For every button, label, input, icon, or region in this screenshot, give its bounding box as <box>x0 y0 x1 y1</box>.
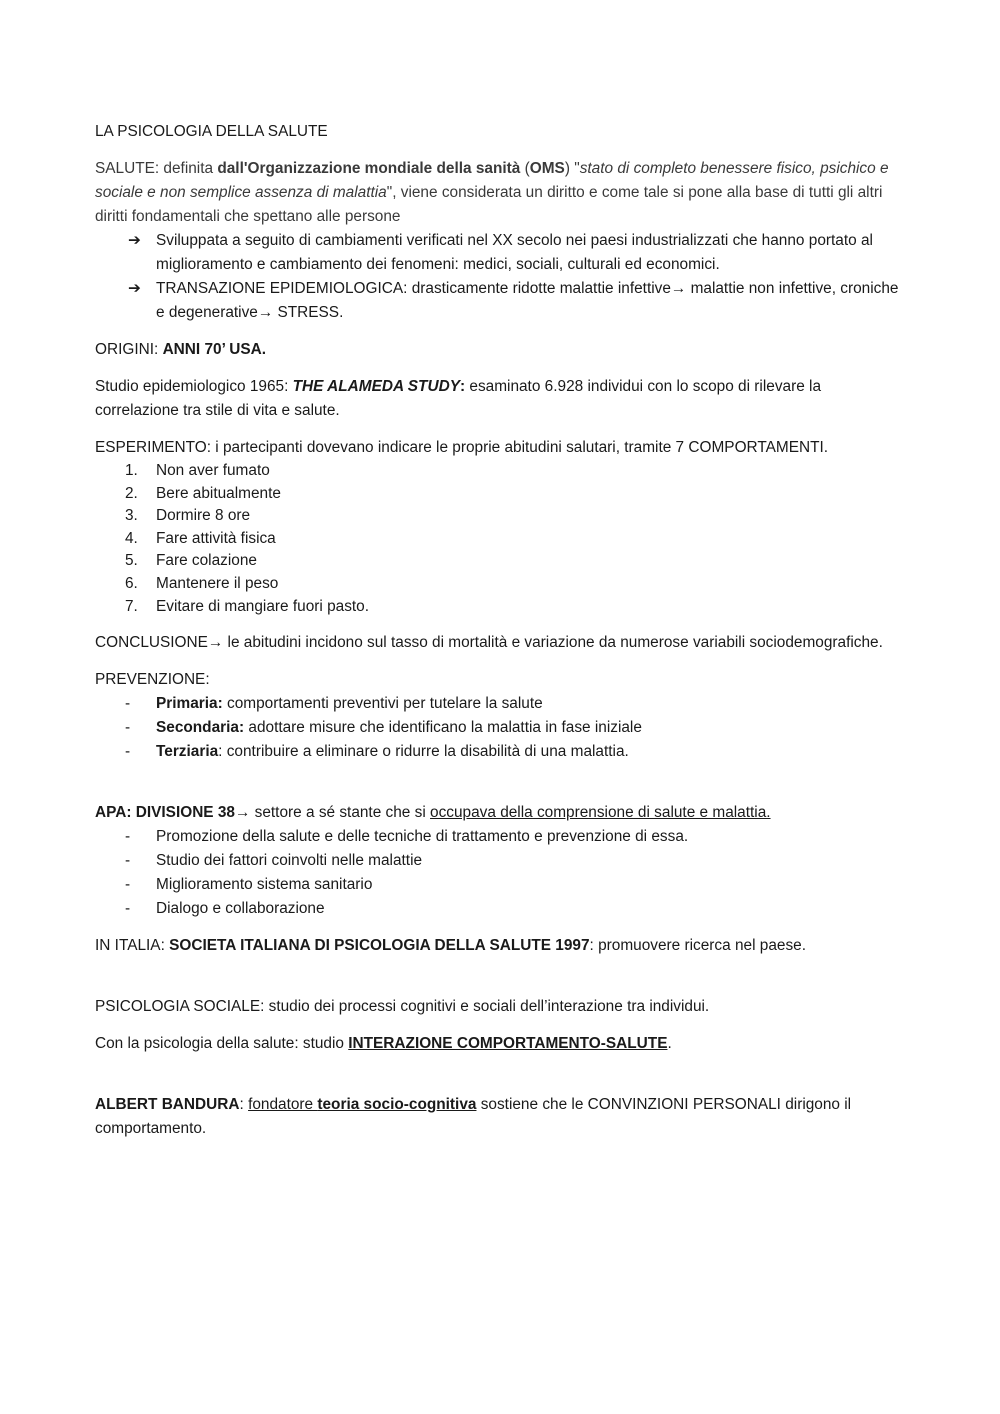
bandura-paragraph: ALBERT BANDURA: fondatore teoria socio-cognitiva sostiene che le CONVINZIONI PERSONALI dirigono il comportamento. <box>95 1096 852 1138</box>
arrow-list <box>95 229 905 325</box>
arrow-icon: → <box>257 304 274 321</box>
list-item: - Primaria: comportamenti preventivi per tutelare la salute <box>125 695 543 713</box>
document-body <box>95 120 905 1141</box>
list-item: 5. Fare colazione <box>125 552 257 570</box>
arrow-bullet-icon: ➔ <box>128 280 141 297</box>
list-item: 6. Mantenere il peso <box>125 574 279 592</box>
comportamenti-list <box>95 460 905 618</box>
arrow-icon: → <box>670 280 687 297</box>
list-item: 1. Non aver fumato <box>125 462 270 479</box>
studio-paragraph: Studio epidemiologico 1965: THE ALAMEDA STUDY: esaminato 6.928 individui con lo scopo di rilevare la correlazione tra stile di vita e salute. <box>95 378 822 419</box>
prevenzione-list <box>95 692 905 764</box>
arrow-icon: → <box>207 634 224 652</box>
psicologia-sociale-paragraph: PSICOLOGIA SOCIALE: studio dei processi cognitivi e sociali dell’interazione tra individui. <box>95 998 710 1016</box>
list-item: 4. Fare attività fisica <box>125 529 276 547</box>
italia-paragraph: IN ITALIA: SOCIETA ITALIANA DI PSICOLOGIA DELLA SALUTE 1997: promuovere ricerca nel paese. <box>95 937 806 955</box>
oms-definition-quote: stato di completo benessere fisico, psichico e sociale e non semplice assenza di malattia <box>95 160 889 201</box>
salute-paragraph: SALUTE: definita dall'Organizzazione mondiale della sanità (OMS) "stato di completo benessere fisico, psichico e sociale e non semplice assenza di malattia", viene considerata un diritto e come tale si pone alla base di tutti gli altri diritti fondamentali che spettano alle persone <box>95 160 889 225</box>
document-title: LA PSICOLOGIA DELLA SALUTE <box>95 123 328 140</box>
list-item: 7. Evitare di mangiare fuori pasto. <box>125 597 370 615</box>
list-item: - Dialogo e collaborazione <box>125 900 325 918</box>
list-item: 2. Bere abitualmente <box>125 484 281 502</box>
list-item: ➔ Sviluppata a seguito di cambiamenti verificati nel XX secolo nei paesi industrializzati che hanno portato al miglioramento e cambiamento dei fenomeni: medici, sociali, culturali ed economici. <box>95 229 905 277</box>
arrow-bullet-icon: ➔ <box>128 232 141 249</box>
prevenzione-heading: PREVENZIONE: <box>95 671 210 689</box>
arrow-icon: → <box>234 804 251 822</box>
esperimento-paragraph: ESPERIMENTO: i partecipanti dovevano indicare le proprie abitudini salutari, tramite 7 COMPORTAMENTI. <box>95 439 829 456</box>
list-item: ➔ TRANSAZIONE EPIDEMIOLOGICA: drasticamente ridotte malattie infettive→ malattie non infettive, croniche e degenerative→ STRESS. <box>95 277 905 325</box>
list-item: - Miglioramento sistema sanitario <box>125 876 373 894</box>
apa-list <box>95 825 905 921</box>
salute-link-paragraph: Con la psicologia della salute: studio INTERAZIONE COMPORTAMENTO-SALUTE. <box>95 1035 672 1053</box>
list-item: - Secondaria: adottare misure che identificano la malattia in fase iniziale <box>125 719 642 737</box>
list-item: - Promozione della salute e delle tecniche di trattamento e prevenzione di essa. <box>125 828 689 846</box>
apa-paragraph: APA: DIVISIONE 38→ settore a sé stante che si occupava della comprensione di salute e malattia. <box>95 804 771 822</box>
list-item: 3. Dormire 8 ore <box>125 507 251 525</box>
origini-line: ORIGINI: ANNI 70’ USA. <box>95 341 267 358</box>
conclusione-paragraph: CONCLUSIONE→ le abitudini incidono sul tasso di mortalità e variazione da numerose variabili sociodemografiche. <box>95 634 883 652</box>
list-item: - Terziaria: contribuire a eliminare o ridurre la disabilità di una malattia. <box>125 743 629 761</box>
list-item: - Studio dei fattori coinvolti nelle malattie <box>125 852 423 870</box>
